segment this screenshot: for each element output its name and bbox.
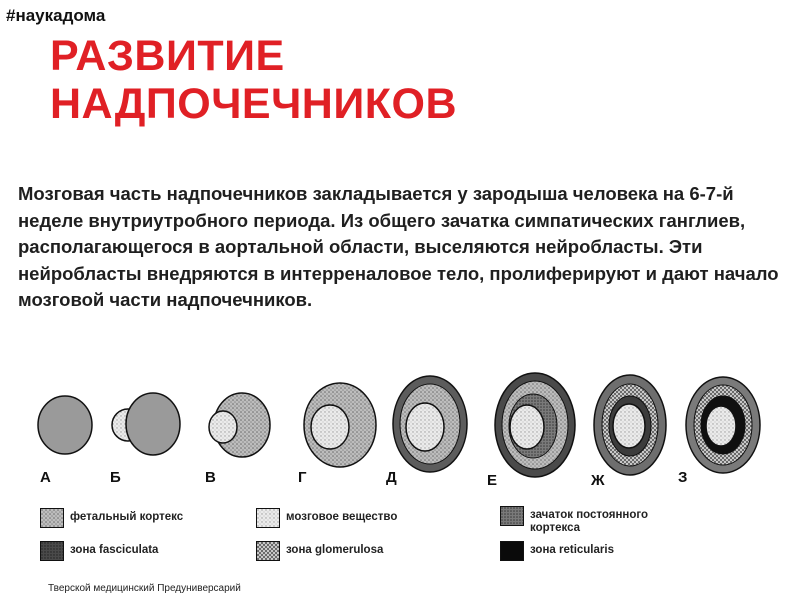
legend-label: фетальный кортекс [70,511,184,523]
page-title [50,32,457,128]
fetal-cortex-swatch [40,508,64,528]
permanent-cortex-swatch [500,506,524,526]
fasciculata-swatch [40,541,64,561]
stage-label-g: Г [298,469,307,486]
stage-label-b: Б [110,469,121,486]
stage-label-zh: Ж [591,472,605,489]
stage-v-shape [209,393,270,457]
stage-label-a: А [40,469,51,486]
stage-label-v: В [205,469,216,486]
reticularis-swatch [500,541,524,561]
stage-b-shape [112,393,180,455]
legend-item [500,541,614,561]
stage-label-d: Д [386,469,397,486]
legend-label: зона fasciculata [70,544,159,556]
stage-a-shape [38,396,92,454]
title-line-1: РАЗВИТИЕ [50,32,285,80]
legend-item [500,506,680,535]
legend-item [256,541,383,561]
glomerulosa-swatch [256,541,280,561]
stage-g-shape [304,383,376,467]
legend-item [40,541,158,561]
stage-zh-shape [594,375,666,475]
legend-label: зона reticularis [530,544,614,556]
legend-item [256,508,397,528]
body-paragraph: Мозговая часть надпочечников закладывается у зародыша человека на 6-7-й неделе внутриутробного периода. Из общего зачатка симпатических ганглиев, располагающегося в аортальной области, выселяются нейробласты. Эти нейробласты внедряются в интерреналовое тело, пролиферируют и дают начало мозговой части надпочечников. [18,183,779,310]
title-line-2: НАДПОЧЕЧНИКОВ [50,80,458,128]
legend-item [40,508,183,528]
legend-label: мозговое вещество [286,511,398,523]
stage-label-e: Е [487,472,498,489]
stage-e-shape [495,373,575,477]
legend-label: зачаток постоянного кортекса [530,509,649,534]
development-diagram [0,355,800,495]
legend-label: зона glomerulosa [286,544,384,556]
footer-credit: Тверской медицинский Предуниверсарий [48,583,241,594]
stage-d-shape [393,376,467,472]
stage-z-shape [686,377,760,473]
legend [0,505,800,575]
hashtag: #наукадома [6,6,106,25]
medulla-swatch [256,508,280,528]
stage-label-z: З [678,469,688,486]
